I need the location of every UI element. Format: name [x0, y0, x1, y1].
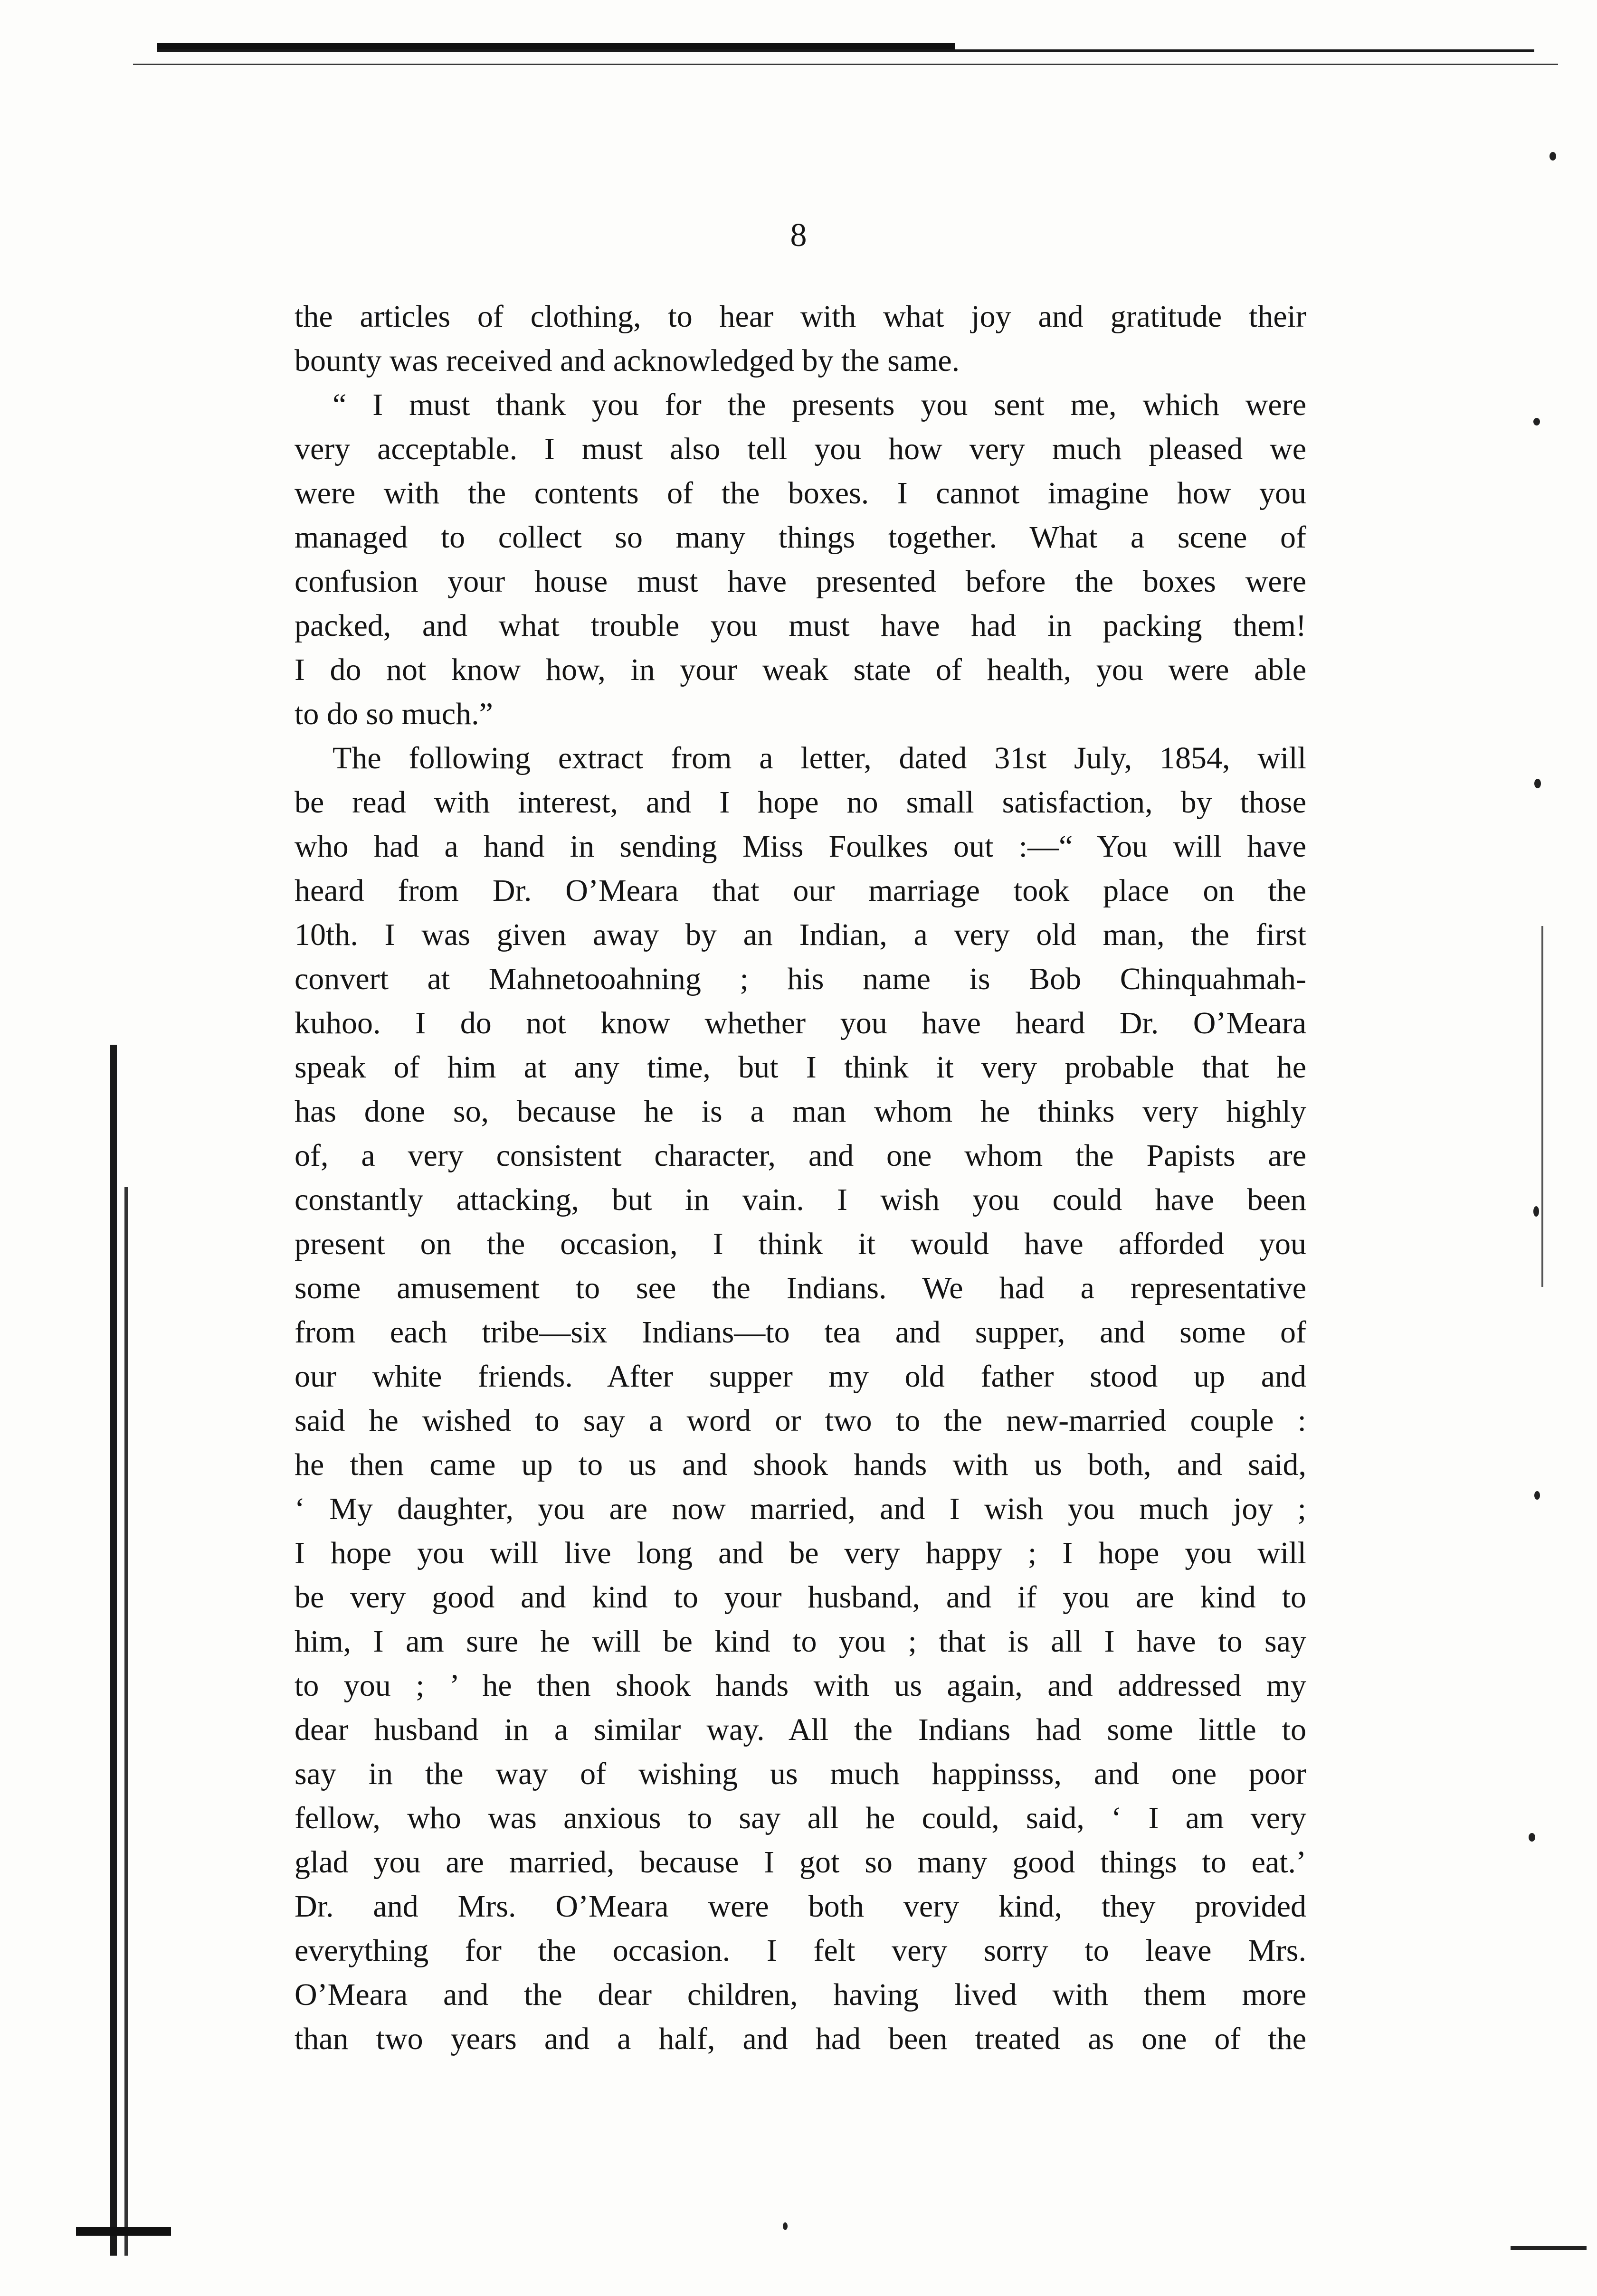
text-line: who had a hand in sending Miss Foulkes out :—“ You will have [295, 829, 1306, 864]
text-line: I do not know how, in your weak state of health, you were able [295, 652, 1306, 687]
text-line: 10th. I was given away by an Indian, a very old man, the first [295, 917, 1306, 952]
text-line: the articles of clothing, to hear with what joy and gratitude their [295, 299, 1306, 334]
ink-speck [1534, 779, 1541, 788]
page-edge-right [1541, 926, 1543, 1287]
text-line: than two years and a half, and had been treated as one of the [295, 2022, 1306, 2056]
ink-speck [1533, 1206, 1539, 1217]
text-line: fellow, who was anxious to say all he could, said, ‘ I am very [295, 1801, 1306, 1835]
text-line: packed, and what trouble you must have had in packing them! [295, 608, 1306, 643]
text-line: everything for the occasion. I felt very sorry to leave Mrs. [295, 1933, 1306, 1968]
text-line: glad you are married, because I got so many good things to eat.’ [295, 1845, 1306, 1880]
body-text [295, 294, 1306, 2061]
text-line: O’Meara and the dear children, having lived with them more [295, 1977, 1306, 2012]
text-line: constantly attacking, but in vain. I wish you could have been [295, 1182, 1306, 1217]
text-line: dear husband in a similar way. All the Indians had some little to [295, 1712, 1306, 1747]
text-line: were with the contents of the boxes. I cannot imagine how you [295, 476, 1306, 510]
text-line: of, a very consistent character, and one whom the Papists are [295, 1138, 1306, 1173]
text-line: say in the way of wishing us much happinsss, and one poor [295, 1757, 1306, 1791]
text-line: speak of him at any time, but I think it very probable that he [295, 1050, 1306, 1085]
ink-speck [1534, 1491, 1540, 1500]
text-line: Dr. and Mrs. O’Meara were both very kind, they provided [295, 1889, 1306, 1924]
text-line: from each tribe—six Indians—to tea and supper, and some of [295, 1315, 1306, 1350]
text-line: to do so much.” [295, 697, 493, 731]
text-line: some amusement to see the Indians. We had a representative [295, 1271, 1306, 1305]
text-line: to you ; ’ he then shook hands with us again, and addressed my [295, 1668, 1306, 1703]
text-line: said he wished to say a word or two to the new-married couple : [295, 1403, 1306, 1438]
binding-shadow-inner [124, 1187, 128, 2256]
top-rule-heavy [157, 43, 955, 49]
text-line: kuhoo. I do not know whether you have heard Dr. O’Meara [295, 1006, 1306, 1040]
text-line: heard from Dr. O’Meara that our marriage took place on the [295, 873, 1306, 908]
top-rule-thin [133, 64, 1558, 65]
ink-speck [783, 2222, 788, 2230]
text-line: present on the occasion, I think it would have afforded you [295, 1227, 1306, 1261]
text-line: very acceptable. I must also tell you how very much pleased we [295, 432, 1306, 466]
text-line: be very good and kind to your husband, and if you are kind to [295, 1580, 1306, 1615]
ink-speck [1533, 418, 1540, 425]
text-line: confusion your house must have presented before the boxes were [295, 564, 1306, 599]
text-line: “ I must thank you for the presents you sent me, which were [333, 387, 1306, 422]
text-line: I hope you will live long and be very happy ; I hope you will [295, 1536, 1306, 1570]
binding-shadow [110, 1045, 117, 2256]
page-number: 8 [790, 217, 807, 254]
text-line: bounty was received and acknowledged by the same. [295, 343, 960, 378]
text-line: convert at Mahnetooahning ; his name is Bob Chinquahmah- [295, 962, 1306, 996]
text-line: ‘ My daughter, you are now married, and I wish you much joy ; [295, 1492, 1306, 1526]
ink-speck [1529, 1833, 1535, 1842]
corner-mark [1511, 2246, 1587, 2250]
text-line: he then came up to us and shook hands with us both, and said, [295, 1447, 1306, 1482]
text-line: be read with interest, and I hope no small satisfaction, by those [295, 785, 1306, 820]
text-line: our white friends. After supper my old father stood up and [295, 1359, 1306, 1394]
binding-corner [76, 2227, 171, 2236]
ink-speck [1549, 152, 1556, 161]
top-rule [157, 49, 1534, 52]
text-line: managed to collect so many things together. What a scene of [295, 520, 1306, 555]
text-line: The following extract from a letter, dated 31st July, 1854, will [333, 741, 1306, 775]
text-line: him, I am sure he will be kind to you ; that is all I have to say [295, 1624, 1306, 1659]
text-line: has done so, because he is a man whom he thinks very highly [295, 1094, 1306, 1129]
